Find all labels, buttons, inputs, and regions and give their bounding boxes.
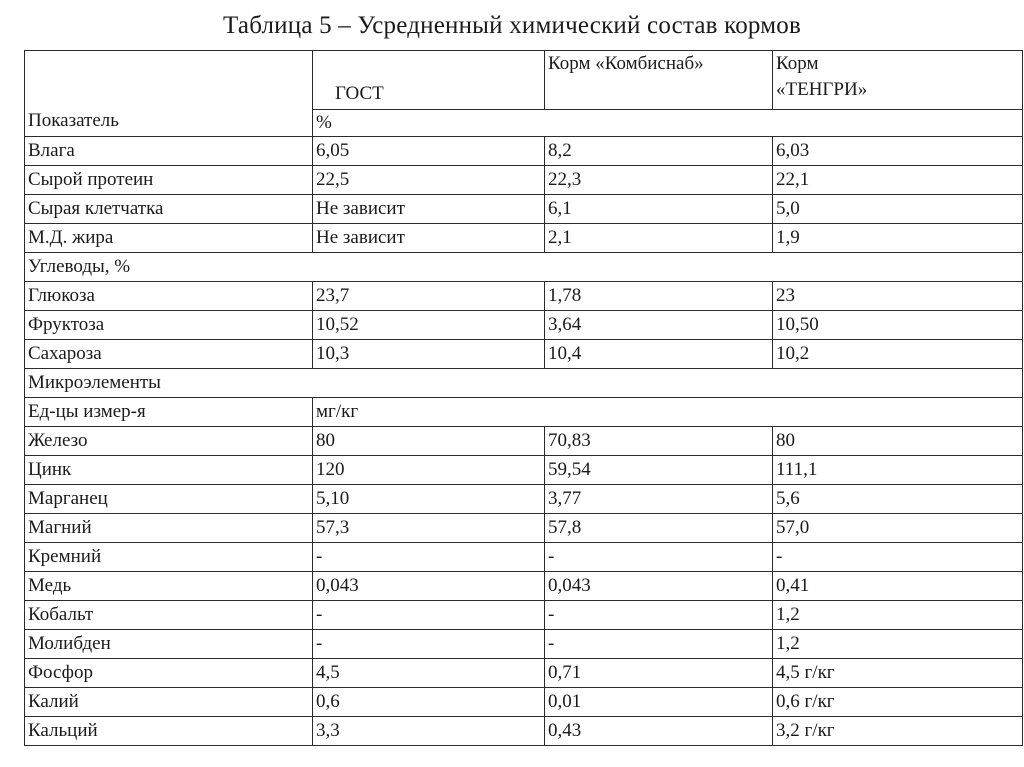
kombisnab-cell: 8,2 [545,137,773,166]
indicator-cell: Сахароза [25,340,313,369]
units-value: мг/кг [313,398,1023,427]
units-label: Ед-цы измер-я [25,398,313,427]
gost-cell: 6,05 [313,137,545,166]
kombisnab-cell: 0,71 [545,659,773,688]
tengri-cell: 10,50 [773,311,1023,340]
kombisnab-cell: 3,64 [545,311,773,340]
kombisnab-cell: 59,54 [545,456,773,485]
gost-cell: 57,3 [313,514,545,543]
section-microelements-row [25,369,1023,398]
indicator-cell: Кремний [25,543,313,572]
unit-percent: % [313,110,1023,137]
header-tengri-line2: «ТЕНГРИ» [776,79,868,100]
indicator-cell: Фруктоза [25,311,313,340]
indicator-cell: Железо [25,427,313,456]
kombisnab-cell: 6,1 [545,195,773,224]
kombisnab-cell: 1,78 [545,282,773,311]
kombisnab-cell: 70,83 [545,427,773,456]
tengri-cell: 5,0 [773,195,1023,224]
indicator-cell: Кальций [25,717,313,746]
tengri-cell: 23 [773,282,1023,311]
indicator-cell: Медь [25,572,313,601]
tengri-cell: 1,2 [773,630,1023,659]
section-microelements: Микроэлементы [25,369,1023,398]
gost-cell: 0,6 [313,688,545,717]
table-row [25,195,1023,224]
tengri-cell: 22,1 [773,166,1023,195]
table-row [25,601,1023,630]
kombisnab-cell: 0,43 [545,717,773,746]
indicator-cell: Калий [25,688,313,717]
tengri-cell: 1,2 [773,601,1023,630]
tengri-cell: 111,1 [773,456,1023,485]
indicator-cell: Влага [25,137,313,166]
gost-cell: 4,5 [313,659,545,688]
section-carbohydrates: Углеводы, % [25,253,1023,282]
table-row [25,688,1023,717]
tengri-cell: 5,6 [773,485,1023,514]
kombisnab-cell: 0,043 [545,572,773,601]
gost-cell: Не зависит [313,195,545,224]
table-row [25,717,1023,746]
gost-cell: 10,3 [313,340,545,369]
gost-cell: 5,10 [313,485,545,514]
gost-cell: - [313,543,545,572]
indicator-cell: Марганец [25,485,313,514]
table-row [25,456,1023,485]
kombisnab-cell: 10,4 [545,340,773,369]
header-tengri-line1: Корм [776,53,819,74]
tengri-cell: 57,0 [773,514,1023,543]
indicator-cell: М.Д. жира [25,224,313,253]
table-row [25,543,1023,572]
table-row [25,282,1023,311]
kombisnab-cell: 22,3 [545,166,773,195]
kombisnab-cell: 0,01 [545,688,773,717]
gost-cell: - [313,601,545,630]
table-row [25,659,1023,688]
table-row [25,311,1023,340]
header-row [25,51,1023,110]
table-row [25,166,1023,195]
indicator-cell: Сырой протеин [25,166,313,195]
table-row [25,630,1023,659]
units-row [25,398,1023,427]
indicator-cell: Сырая клетчатка [25,195,313,224]
gost-cell: 10,52 [313,311,545,340]
feed-composition-table [24,50,1023,746]
gost-cell: 3,3 [313,717,545,746]
header-tengri [773,51,1023,110]
indicator-cell: Молибден [25,630,313,659]
table-row [25,224,1023,253]
page-title: Таблица 5 – Усредненный химический состав кормов [223,12,801,39]
tengri-cell: - [773,543,1023,572]
indicator-cell: Цинк [25,456,313,485]
header-gost: ГОСТ [313,51,545,110]
tengri-cell: 10,2 [773,340,1023,369]
table-row [25,514,1023,543]
table-row [25,572,1023,601]
gost-cell: - [313,630,545,659]
gost-cell: 80 [313,427,545,456]
gost-cell: 0,043 [313,572,545,601]
tengri-cell: 80 [773,427,1023,456]
gost-cell: 23,7 [313,282,545,311]
indicator-cell: Магний [25,514,313,543]
header-kombisnab: Корм «Комбиснаб» [545,51,773,110]
section-carbohydrates-row [25,253,1023,282]
gost-cell: 120 [313,456,545,485]
tengri-cell: 0,6 г/кг [773,688,1023,717]
table-row [25,427,1023,456]
kombisnab-cell: 3,77 [545,485,773,514]
table-row [25,137,1023,166]
gost-cell: 22,5 [313,166,545,195]
kombisnab-cell: 2,1 [545,224,773,253]
gost-cell: Не зависит [313,224,545,253]
tengri-cell: 6,03 [773,137,1023,166]
kombisnab-cell: - [545,601,773,630]
indicator-cell: Фосфор [25,659,313,688]
table-row [25,340,1023,369]
tengri-cell: 0,41 [773,572,1023,601]
kombisnab-cell: - [545,543,773,572]
indicator-cell: Кобальт [25,601,313,630]
kombisnab-cell: - [545,630,773,659]
tengri-cell: 4,5 г/кг [773,659,1023,688]
tengri-cell: 3,2 г/кг [773,717,1023,746]
table-row [25,485,1023,514]
header-indicator: Показатель [25,51,313,137]
kombisnab-cell: 57,8 [545,514,773,543]
indicator-cell: Глюкоза [25,282,313,311]
tengri-cell: 1,9 [773,224,1023,253]
